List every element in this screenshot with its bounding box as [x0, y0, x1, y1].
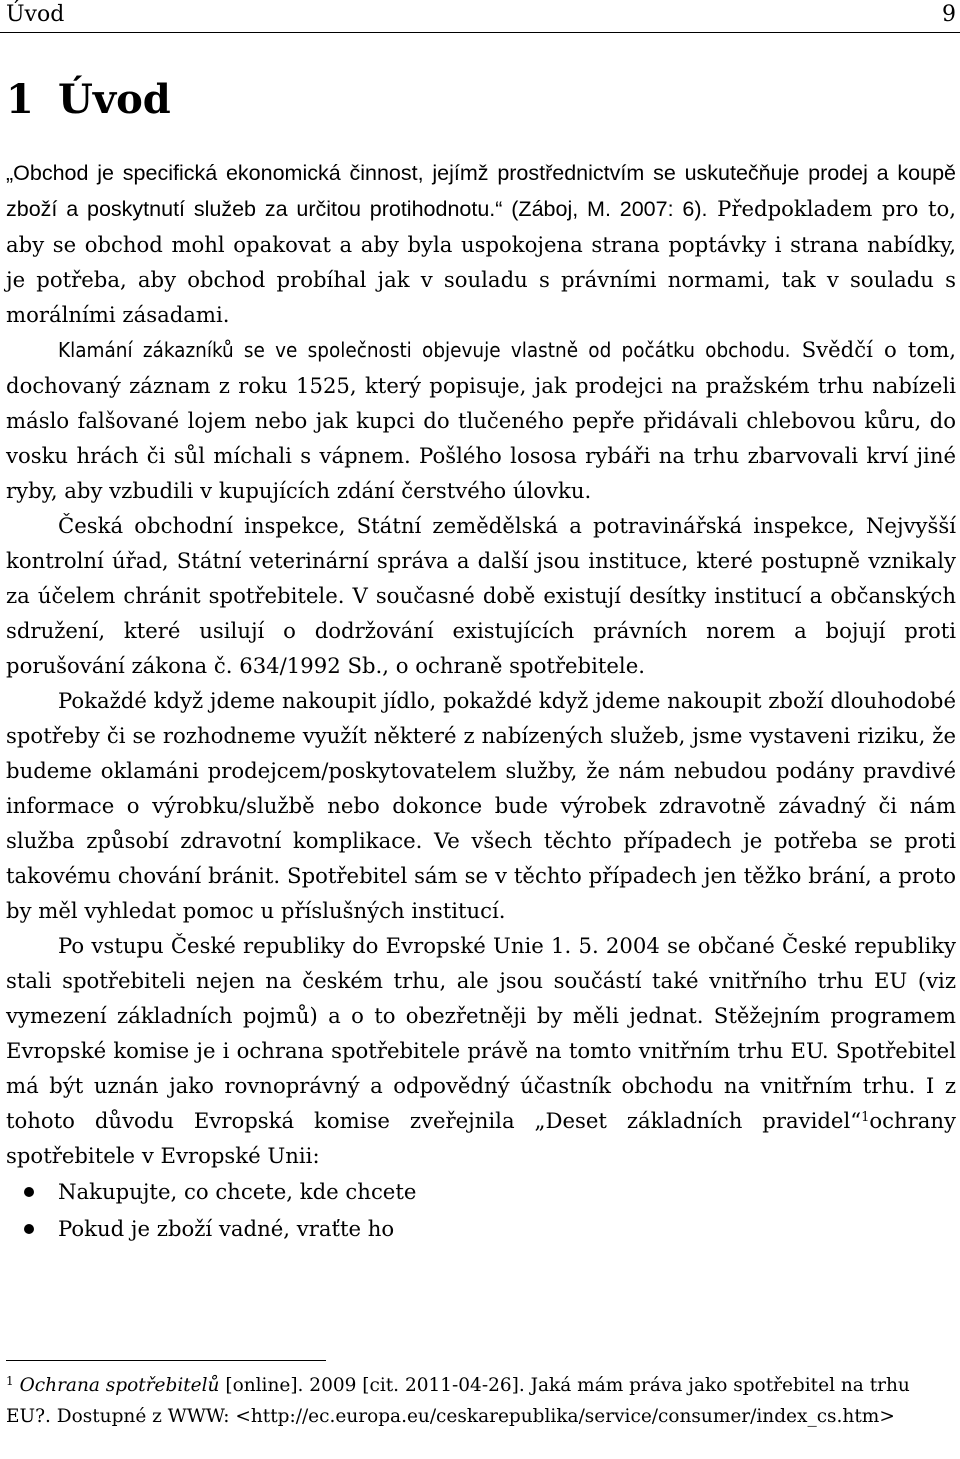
chapter-number: 1 — [6, 76, 34, 123]
body-text — [6, 155, 956, 1247]
quotation: „Obchod je specifická ekonomická činnost, jejímž prostřednictvím se uskutečňuje prodej a koupě zboží a poskytnutí služeb za určitou protihodnotu.“ (Záboj, M. 2007: 6). — [6, 161, 956, 221]
chapter-heading — [6, 72, 171, 128]
paragraph-text: ochrany spotřebitele v Evropské Unii: — [6, 1108, 956, 1168]
bullet-list — [6, 1173, 956, 1247]
paragraph-text: Svědčí o tom, dochovaný záznam z roku 1525, který popisuje, jak prodejci na pražském trhu nabízeli máslo falšované lojem nebo jak kupci do tlučeného pepře přidávali chlebovou kůru, do vosku hrách či sůl míchali s vápnem. Pošlého lososa rybáři na trhu zbarvovali krví jiné ryby, aby vzbudili v kupujících zdání čerstvého úlovku. — [6, 337, 956, 503]
header-section-title: Úvod — [6, 2, 65, 27]
bullet-icon — [24, 1187, 34, 1197]
paragraph — [6, 928, 956, 1173]
paragraph-text: Po vstupu České republiky do Evropské Unie 1. 5. 2004 se občané České republiky stali spotřebiteli nejen na českém trhu, ale jsou součástí také vnitřního trhu EU (viz vymezení základních pojmů) a o to obezřetněji by měli jednat. Stěžejním programem Evropské komise je i ochrana spotřebitele právě na tomto vnitřním trhu EU. Spotřebitel má být uznán jako rovnoprávný a odpovědný účastník obchodu na vnitřním trhu. I z tohoto důvodu Evropská komise zveřejnila „Deset základních pravidel“ — [6, 933, 956, 1133]
page-number: 9 — [942, 2, 956, 27]
paragraph — [6, 332, 956, 508]
list-item — [6, 1173, 956, 1210]
chapter-title: Úvod — [58, 76, 171, 123]
paragraph — [6, 155, 956, 332]
footnote-source-title: Ochrana spotřebitelů — [19, 1375, 220, 1396]
bullet-icon — [24, 1224, 34, 1234]
footnote-number: 1 — [6, 1374, 14, 1388]
paragraph-lead: Klamání zákazníků se ve společnosti objevuje vlastně od počátku obchodu. — [58, 338, 791, 362]
footnote-reference[interactable]: 1 — [861, 1110, 870, 1125]
paragraph-text: Předpokladem pro to, aby se obchod mohl opakovat a aby byla uspokojena strana poptávky i strana nabídky, je potřeba, aby obchod probíhal jak v souladu s právními normami, tak v souladu s morálními zásadami. — [6, 196, 956, 327]
paragraph: Pokaždé když jdeme nakoupit jídlo, pokaždé když jdeme nakoupit zboží dlouhodobé spotřeby či se rozhodneme využít některé z nabízených služeb, jsme vystaveni riziku, že budeme oklamáni prodejcem/poskytovatelem služby, že nám nebudou podány pravdivé informace o výrobku/službě nebo dokonce bude výrobek zdravotně závadný či nám služba způsobí zdravotní komplikace. Ve všech těchto případech je potřeba se proti takovému chování bránit. Spotřebitel sám se v těchto případech jen těžko brání, a proto by měl vyhledat pomoc u příslušných institucí. — [6, 688, 956, 923]
list-item-text: Nakupujte, co chcete, kde chcete — [58, 1179, 417, 1204]
list-item-text: Pokud je zboží vadné, vraťte ho — [58, 1216, 395, 1241]
paragraph: Česká obchodní inspekce, Státní zemědělská a potravinářská inspekce, Nejvyšší kontrolní úřad, Státní veterinární správa a další jsou instituce, které postupně vznikaly za účelem chránit spotřebitele. V současné době existují desítky institucí a občanských sdružení, které usilují o dodržování existujících právních norem a bojují proti porušování zákona č. 634/1992 Sb., o ochraně spotřebitele. — [6, 513, 956, 678]
list-item — [6, 1210, 956, 1247]
footnote-separator — [6, 1360, 326, 1361]
running-header — [0, 0, 960, 33]
footnote — [6, 1370, 956, 1432]
footnote-text: [online]. 2009 [cit. 2011-04-26]. Jaká mám práva jako spotřebitel na trhu EU?. Dostupné z WWW: <http://ec.europa.eu/ceskarepublika/service/consumer/index_cs.htm> — [6, 1375, 910, 1427]
